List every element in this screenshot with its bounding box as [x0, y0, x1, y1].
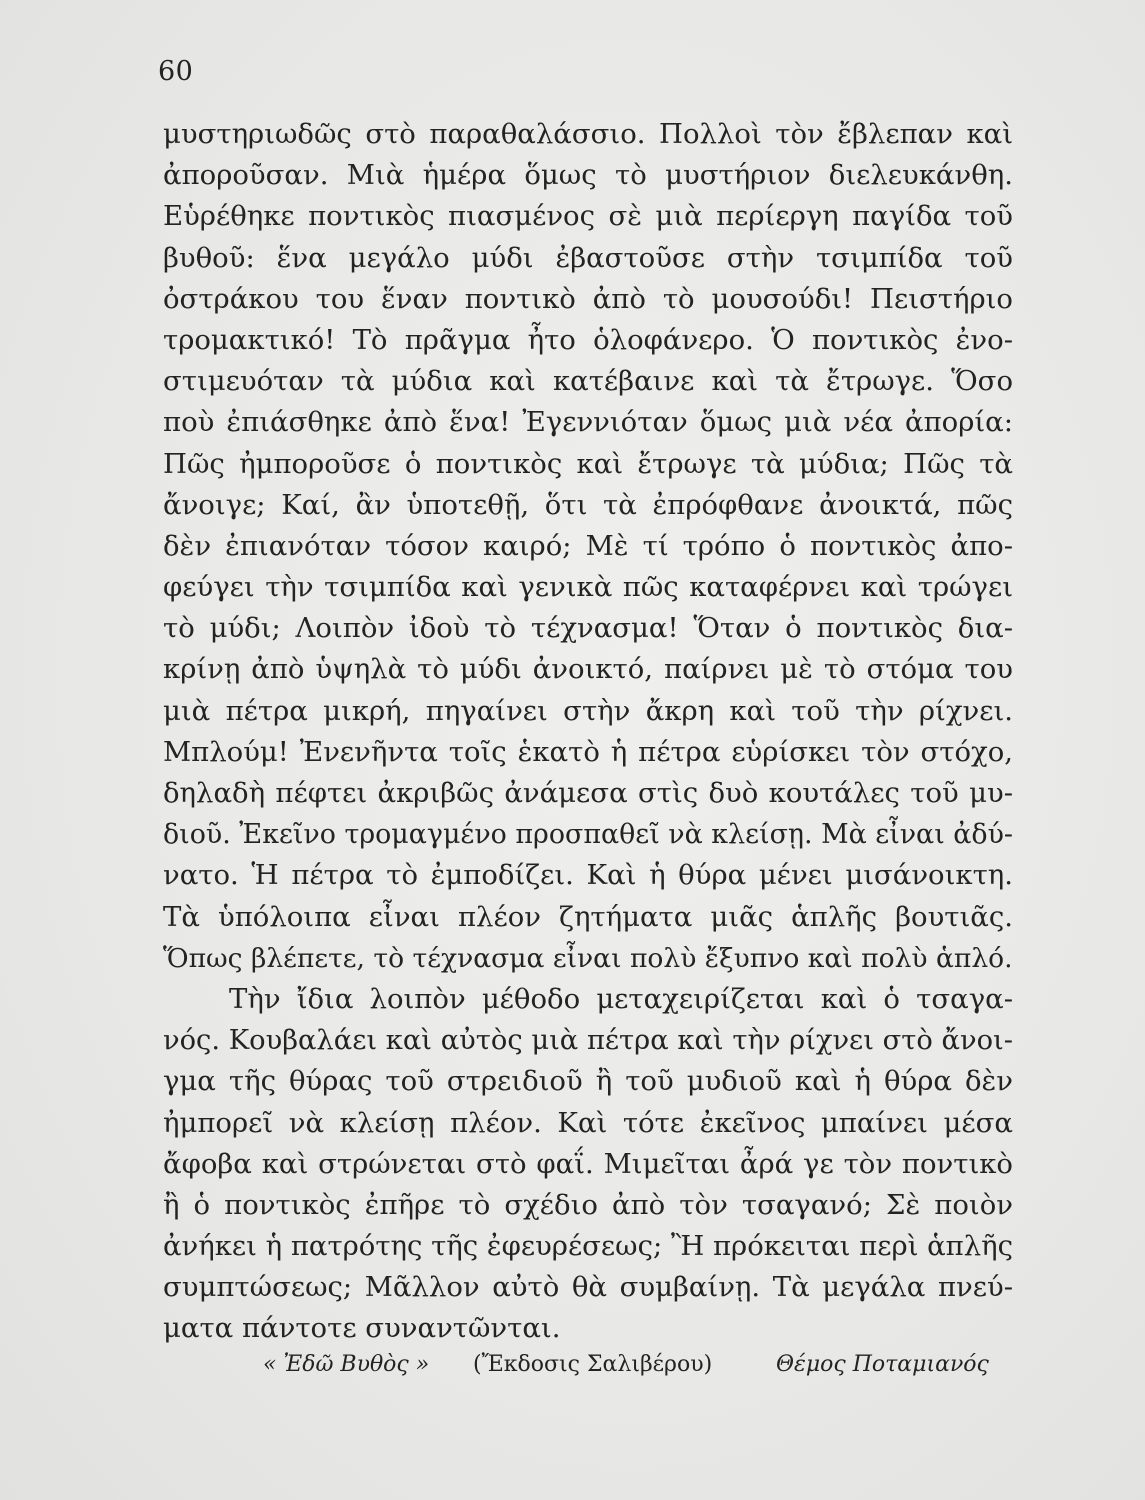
paragraph-1 — [163, 114, 1013, 979]
text-line: Εὑρέθηκε ποντικὸς πιασμένος σὲ μιὰ περίεργη παγίδα τοῦ — [163, 200, 1013, 233]
text-line: μιὰ πέτρα μικρή, πηγαίνει στὴν ἄκρη καὶ τοῦ τὴν ρίχνει. — [163, 694, 1013, 727]
page-number: 60 — [158, 56, 194, 87]
text-line: ὀστράκου του ἕναν ποντικὸ ἀπὸ τὸ μουσούδι! Πειστήριο — [163, 282, 1013, 315]
text-line: στιμευόταν τὰ μύδια καὶ κατέβαινε καὶ τὰ ἔτρωγε. Ὅσο — [163, 365, 1013, 398]
text-line: βυθοῦ: ἕνα μεγάλο μύδι ἐβαστοῦσε στὴν τσιμπίδα τοῦ — [163, 241, 1013, 274]
text-line: συμπτώσεως; Μᾶλλον αὐτὸ θὰ συμβαίνῃ. Τὰ μεγάλα πνεύ- — [163, 1271, 1013, 1304]
text-line: Μπλούμ! Ἐνενῆντα τοῖς ἑκατὸ ἡ πέτρα εὑρίσκει τὸν στόχο, — [163, 735, 1013, 768]
text-line: τρομακτικό! Τὸ πρᾶγμα ἦτο ὁλοφάνερο. Ὁ ποντικὸς ἐνο- — [163, 323, 1013, 356]
text-line: τὸ μύδι; Λοιπὸν ἰδοὺ τὸ τέχνασμα! Ὅταν ὁ ποντικὸς δια- — [163, 612, 1013, 645]
text-line: ἄφοβα καὶ στρώνεται στὸ φαΐ. Μιμεῖται ἆρά γε τὸν ποντικὸ — [163, 1147, 1013, 1180]
text-line: ποὺ ἐπιάσθηκε ἀπὸ ἕνα! Ἐγεννιόταν ὅμως μιὰ νέα ἀπορία: — [163, 406, 1013, 439]
text-line: Τὰ ὑπόλοιπα εἶναι πλέον ζητήματα μιᾶς ἁπλῆς βουτιᾶς. — [163, 900, 1013, 933]
text-line: δὲν ἐπιανόταν τόσον καιρό; Μὲ τί τρόπο ὁ ποντικὸς ἀπο- — [163, 529, 1013, 562]
text-line: κρίνῃ ἀπὸ ὑψηλὰ τὸ μύδι ἀνοικτό, παίρνει μὲ τὸ στόμα του — [163, 653, 1013, 686]
text-line: νός. Κουβαλάει καὶ αὐτὸς μιὰ πέτρα καὶ τὴν ρίχνει στὸ ἄνοι- — [163, 1025, 1013, 1057]
text-line: ἄνοιγε; Καί, ἂν ὑποτεθῇ, ὅτι τὰ ἐπρόφθανε ἀνοικτά, πῶς — [163, 488, 1013, 521]
text-line: δηλαδὴ πέφτει ἀκριβῶς ἀνάμεσα στὶς δυὸ κουτάλες τοῦ μυ- — [163, 777, 1013, 809]
text-line: γμα τῆς θύρας τοῦ στρειδιοῦ ἢ τοῦ μυδιοῦ καὶ ἡ θύρα δὲν — [163, 1065, 1013, 1098]
paragraph-2 — [163, 979, 1013, 1350]
text-line: ἠμπορεῖ νὰ κλείσῃ πλέον. Καὶ τότε ἐκεῖνος μπαίνει μέσα — [163, 1106, 1013, 1139]
footer-source: « Ἐδῶ Βυθὸς » — [263, 1352, 430, 1377]
text-line: ἢ ὁ ποντικὸς ἐπῆρε τὸ σχέδιο ἀπὸ τὸν τσαγανό; Σὲ ποιὸν — [163, 1188, 1013, 1221]
footer-publisher: (Ἔκδοσις Σαλιβέρου) — [473, 1352, 713, 1377]
footer-author: Θέμος Ποταμιανός — [776, 1352, 989, 1377]
text-line: ἀποροῦσαν. Μιὰ ἡμέρα ὅμως τὸ μυστήριον διελευκάνθη. — [163, 159, 1013, 192]
text-line: Τὴν ἴδια λοιπὸν μέθοδο μεταχειρίζεται καὶ ὁ τσαγα- — [229, 982, 1013, 1015]
text-line: Πῶς ἠμποροῦσε ὁ ποντικὸς καὶ ἔτρωγε τὰ μύδια; Πῶς τὰ — [163, 447, 1013, 480]
text-line: διοῦ. Ἐκεῖνο τρομαγμένο προσπαθεῖ νὰ κλείσῃ. Μὰ εἶναι ἀδύ- — [163, 819, 1013, 851]
text-line: ἀνήκει ἡ πατρότης τῆς ἐφευρέσεως; Ἢ πρόκειται περὶ ἁπλῆς — [163, 1231, 1013, 1263]
text-line: μυστηριωδῶς στὸ παραθαλάσσιο. Πολλοὶ τὸν ἔβλεπαν καὶ — [163, 118, 1013, 150]
text-line: Ὅπως βλέπετε, τὸ τέχνασμα εἶναι πολὺ ἔξυπνο καὶ πολὺ ἁπλό. — [163, 942, 1013, 974]
text-line: φεύγει τὴν τσιμπίδα καὶ γενικὰ πῶς καταφέρνει καὶ τρώγει — [163, 571, 1013, 604]
text-line: νατο. Ἡ πέτρα τὸ ἐμποδίζει. Καὶ ἡ θύρα μένει μισάνοικτη. — [163, 859, 1013, 892]
text-line: ματα πάντοτε συναντῶνται. — [163, 1312, 561, 1345]
body-text — [163, 114, 1013, 1350]
